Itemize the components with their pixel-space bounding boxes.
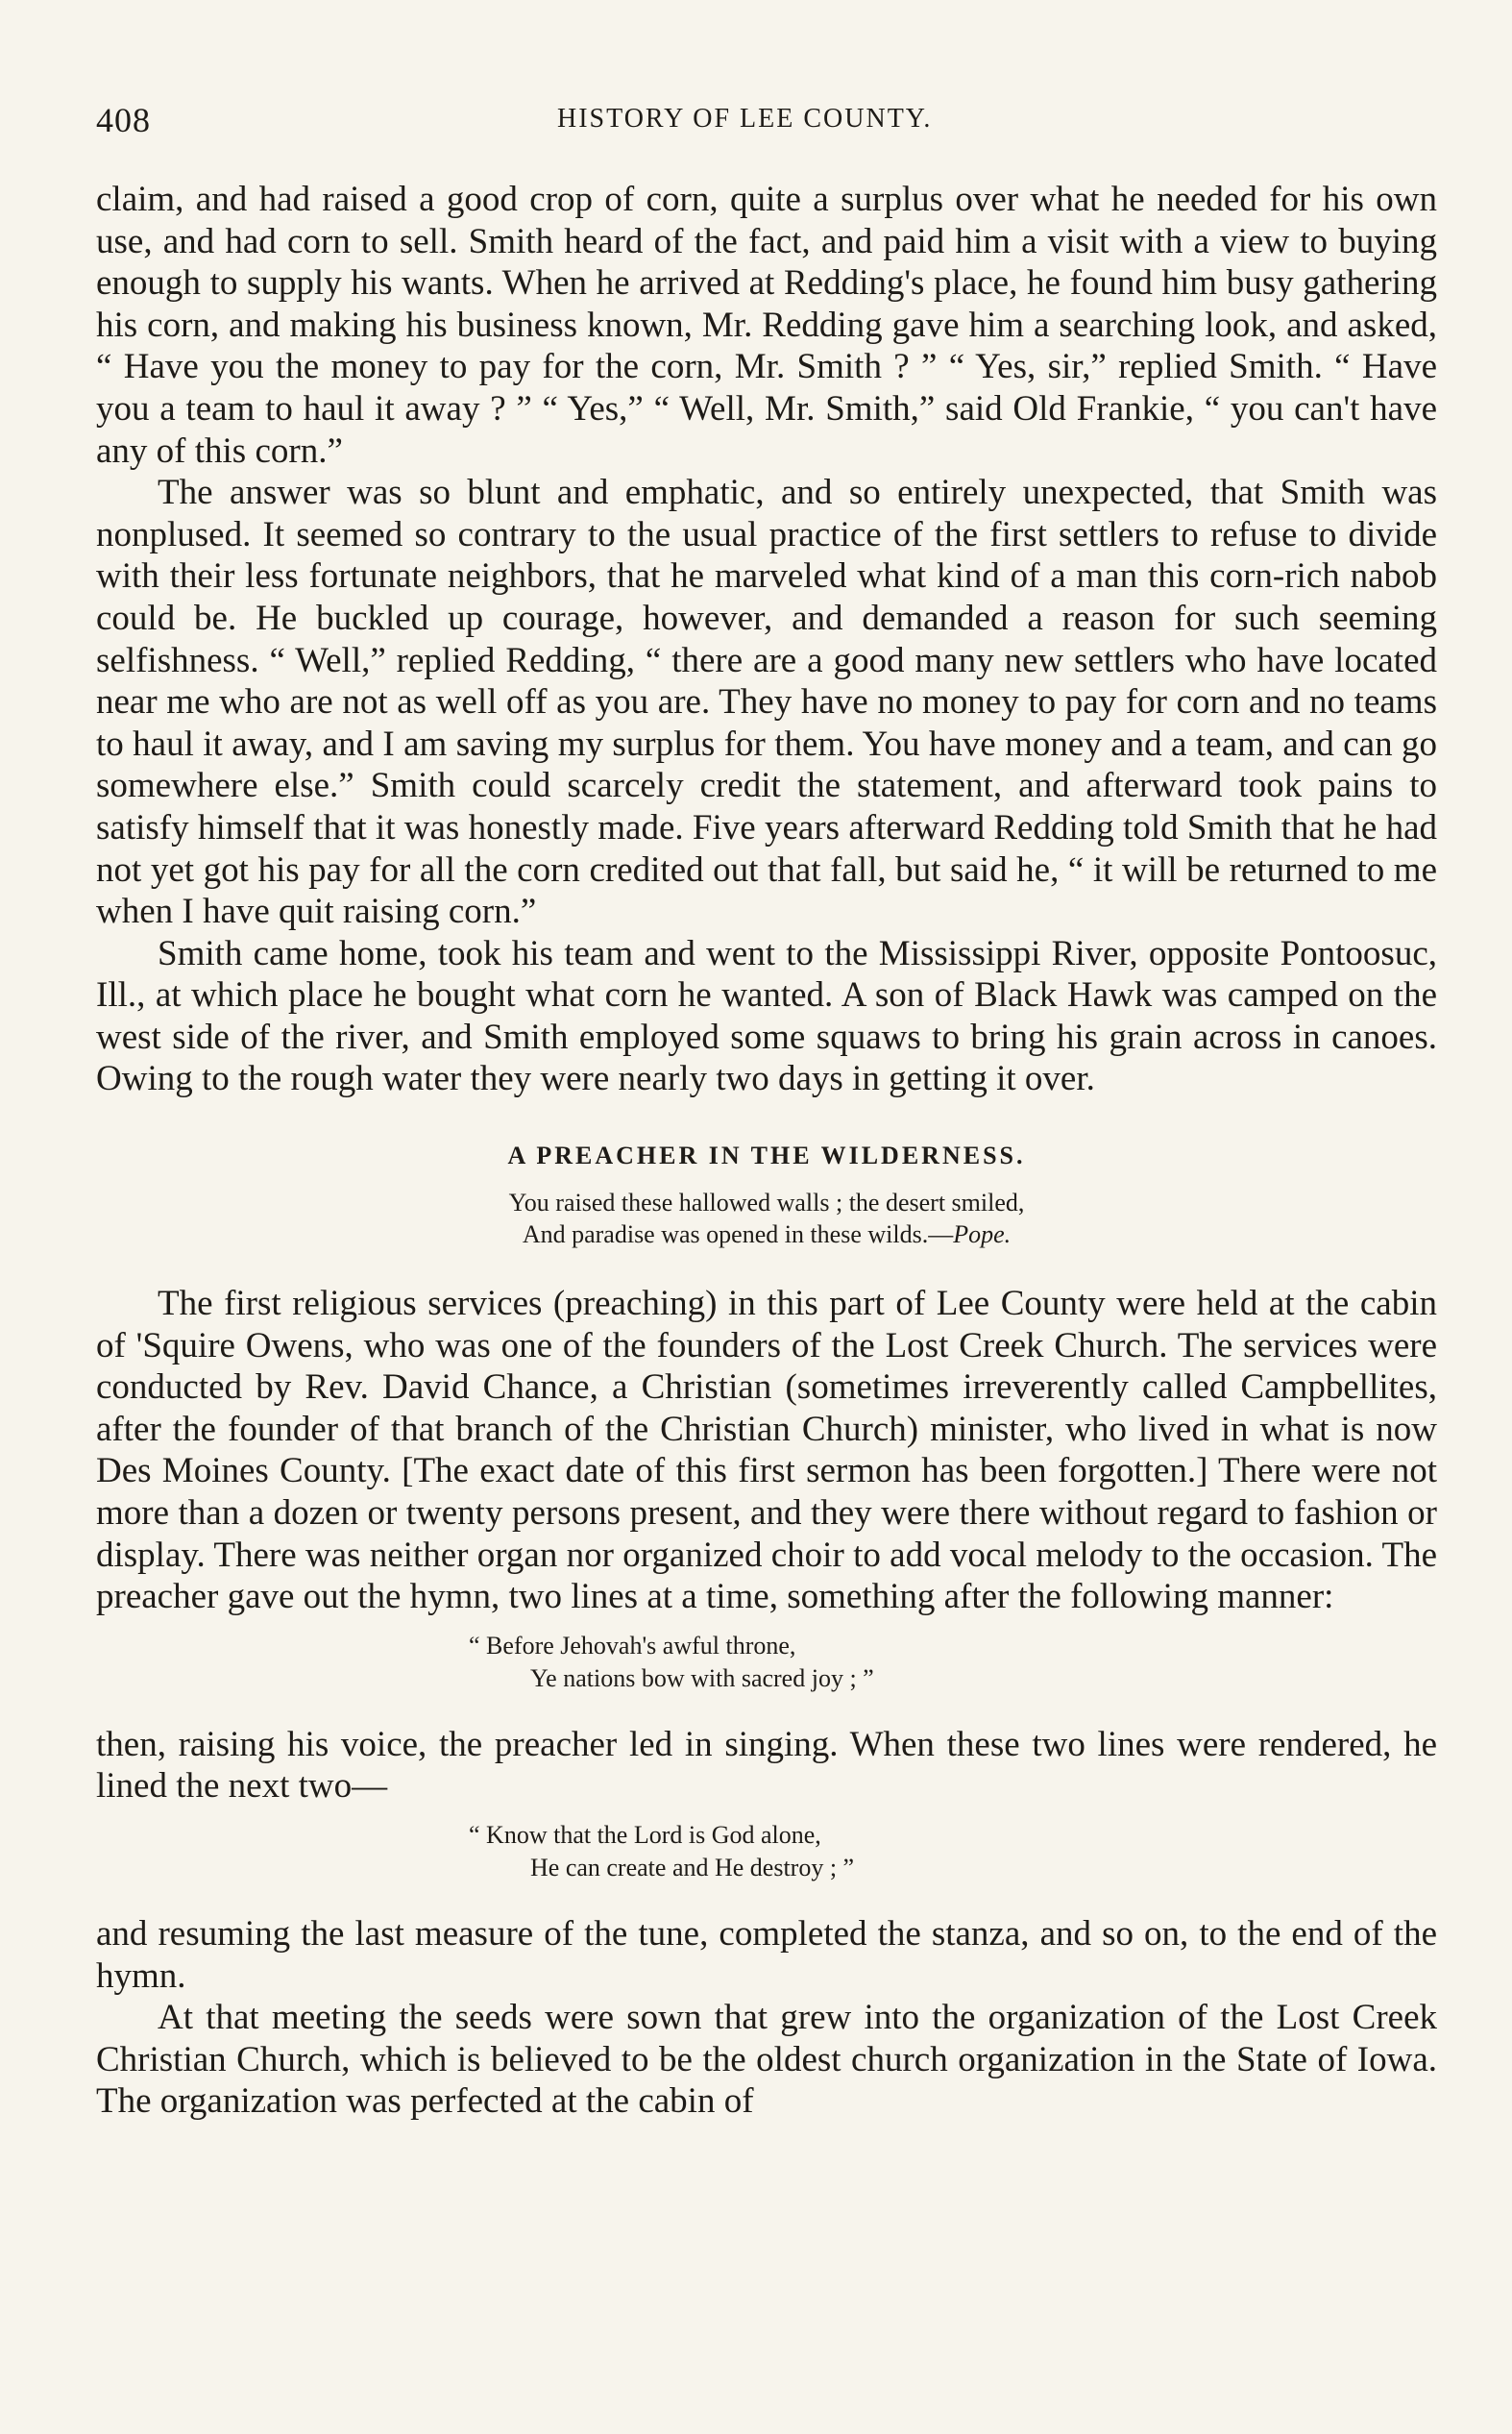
paragraph-continued: and resuming the last measure of the tune, completed the stanza, and so on, to the end of the hymn. [96, 1914, 1437, 1996]
epigraph-line: You raised these hallowed walls ; the desert smiled, [508, 1189, 1025, 1217]
epigraph-line-text: And paradise was opened in these wilds.— [522, 1220, 954, 1249]
running-head: HISTORY OF LEE COUNTY. [557, 104, 933, 134]
paragraph: The answer was so blunt and emphatic, and so entirely unexpected, that Smith was nonplused. It seemed so contrary to the usual practice of the first settlers to refuse to divide with their less fortunate neighbors, that he marveled what kind of a man this corn-rich nabob could be. He buckled up courage, however, and demanded a reason for such seeming selfishness. “ Well,” replied Redding, “ there are a good many new settlers who have located near me who are not as well off as you are. They have no money to pay for corn and no teams to haul it away, and I am saving my surplus for them. You have money and a team, and can go somewhere else.” Smith could scarcely credit the statement, and afterward took pains to satisfy himself that it was honestly made. Five years afterward Redding told Smith that he had not yet got his pay for all the corn credited out that fall, but said he, “ it will be returned to me when I have quit raising corn.” [96, 473, 1437, 932]
epigraph-line [96, 1218, 1437, 1250]
verse-line: Ye nations bow with sacred joy ; ” [530, 1663, 874, 1692]
paragraph-continued: then, raising his voice, the preacher led in singing. When these two lines were rendered, he lined the next two— [96, 1724, 1437, 1807]
section-heading: A PREACHER IN THE WILDERNESS. [507, 1142, 1026, 1170]
paragraph-continued: claim, and had raised a good crop of corn, quite a surplus over what he needed for his own use, and had corn to sell. Smith heard of the fact, and paid him a visit with a view to buying enough to supply his wants. When he arrived at Redding's place, he found him busy gathering his corn, and making his business known, Mr. Redding gave him a searching look, and asked, “ Have you the money to pay for the corn, Mr. Smith ? ” “ Yes, sir,” replied Smith. “ Have you a team to haul it away ? ” “ Yes,” “ Well, Mr. Smith,” said Old Frankie, “ you can't have any of this corn.” [96, 180, 1437, 471]
verse-line: “ Know that the Lord is God alone, [469, 1821, 821, 1849]
hymn-verse [96, 1630, 1437, 1695]
page-header [96, 100, 1437, 142]
verse-line: “ Before Jehovah's awful throne, [469, 1631, 796, 1660]
page-number: 408 [96, 101, 151, 139]
paragraph: Smith came home, took his team and went to the Mississippi River, opposite Pontoosuc, Ill., at which place he bought what corn he wanted. A son of Black Hawk was camped on the west side of the river, and Smith employed some squaws to bring his grain across in canoes. Owing to the rough water they were nearly two days in getting it over. [96, 933, 1437, 1099]
hymn-verse [96, 1819, 1437, 1884]
epigraph [96, 1187, 1437, 1250]
verse-line: He can create and He destroy ; ” [530, 1854, 855, 1881]
paragraph: At that meeting the seeds were sown that grew into the organization of the Lost Creek Christian Church, which is believed to be the oldest church organization in the State of Iowa. The organization was perfected at the cabin of [96, 1998, 1437, 2122]
epigraph-attribution: Pope. [953, 1220, 1012, 1249]
page-body [96, 179, 1437, 2123]
paragraph: The first religious services (preaching) in this part of Lee County were held at the cabin of 'Squire Owens, who was one of the founders of the Lost Creek Church. The services were conducted by Rev. David Chance, a Christian (sometimes irreverently called Campbellites, after the founder of that branch of the Christian Church) minister, who lived in what is now Des Moines County. [The exact date of this first sermon has been forgotten.] There were not more than a dozen or twenty persons present, and they were there without regard to fashion or display. There was neither organ nor organized choir to add vocal melody to the occasion. The preacher gave out the hymn, two lines at a time, something after the following manner: [96, 1284, 1437, 1617]
